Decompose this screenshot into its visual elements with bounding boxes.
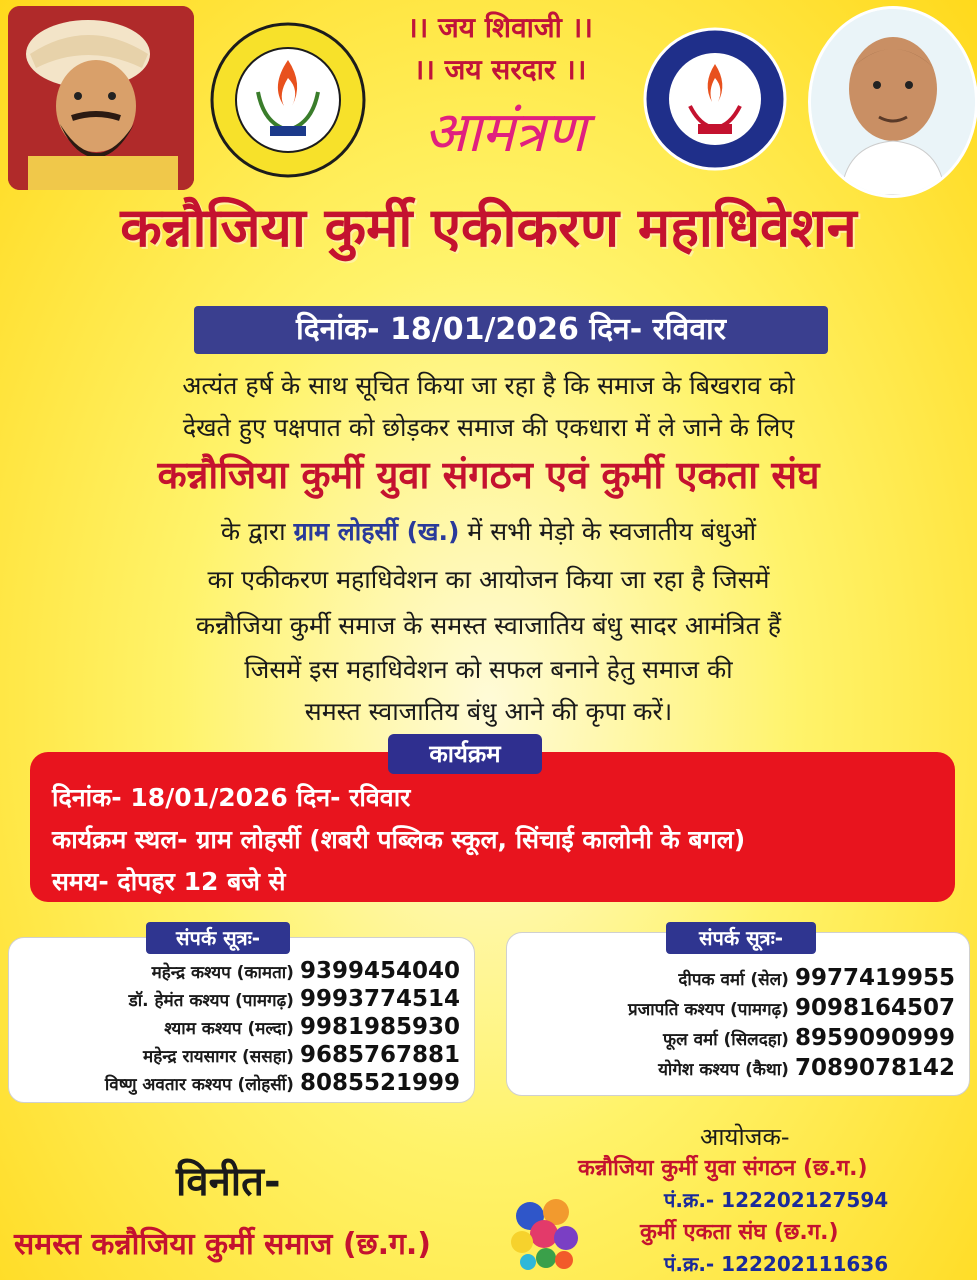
organizer-2-reg: पं.क्र.- 122202111636 bbox=[664, 1252, 889, 1276]
shivaji-portrait bbox=[8, 6, 194, 190]
sardar-patel-portrait bbox=[808, 6, 977, 198]
venue-village: ग्राम लोहर्सी (ख.) bbox=[293, 517, 460, 546]
program-venue: कार्यक्रम स्थल- ग्राम लोहर्सी (शबरी पब्लिक स्कूल, सिंचाई कालोनी के बगल) bbox=[52, 825, 746, 854]
program-time: समय- दोपहर 12 बजे से bbox=[52, 867, 286, 896]
contact-name: प्रजापति कश्यप (पामगढ़) bbox=[627, 1000, 789, 1020]
contact-name: दीपक वर्मा (सेल) bbox=[678, 970, 789, 990]
jay-sardar-text: ।। जय सरदार ।। bbox=[413, 53, 587, 86]
contact-phone: 9685767881 bbox=[299, 1042, 460, 1068]
intro-line-6: जिसमें इस महाधिवेशन को सफल बनाने हेतु समाज की bbox=[244, 655, 733, 684]
organizers-heading: कन्नौजिया कुर्मी युवा संगठन एवं कुर्मी एकता संघ bbox=[157, 453, 820, 497]
organizer-label: आयोजक- bbox=[700, 1123, 790, 1151]
samast-samaj-text: समस्त कन्नौजिया कुर्मी समाज (छ.ग.) bbox=[14, 1227, 432, 1262]
contact-name: फूल वर्मा (सिलदहा) bbox=[663, 1030, 789, 1050]
program-label: कार्यक्रम bbox=[388, 734, 542, 774]
event-title: कन्नौजिया कुर्मी एकीकरण महाधिवेशन bbox=[120, 196, 857, 259]
contacts-right-label: संपर्क सूत्रः- bbox=[666, 922, 816, 954]
contact-row bbox=[152, 958, 460, 984]
intro-line-5: कन्नौजिया कुर्मी समाज के समस्त स्वाजातिय बंधु सादर आमंत्रित हैं bbox=[195, 611, 782, 640]
intro-line-3-post: में सभी मेड़ो के स्वजातीय बंधुओं bbox=[467, 517, 757, 546]
contact-name: महेन्द्र कश्यप (कामता) bbox=[151, 963, 294, 983]
contact-row bbox=[143, 1042, 460, 1068]
contact-name: महेन्द्र रायसागर (ससहा) bbox=[143, 1047, 294, 1067]
contact-phone: 7089078142 bbox=[794, 1055, 955, 1081]
yuva-sangathan-logo bbox=[208, 20, 368, 180]
amantran-heading: आमंत्रण bbox=[423, 100, 587, 165]
jay-shivaji-text: ।। जय शिवाजी ।। bbox=[407, 11, 593, 44]
contact-phone: 9981985930 bbox=[299, 1014, 460, 1040]
intro-line-7: समस्त स्वाजातिय बंधु आने की कृपा करें। bbox=[304, 697, 673, 726]
organizer-1-reg: पं.क्र.- 122202127594 bbox=[664, 1188, 889, 1212]
intro-line-4: का एकीकरण महाधिवेशन का आयोजन किया जा रहा है जिसमें bbox=[207, 565, 770, 594]
intro-line-3-pre: के द्वारा bbox=[220, 517, 286, 546]
program-date: दिनांक- 18/01/2026 दिन- रविवार bbox=[52, 783, 411, 812]
contact-phone: 9098164507 bbox=[794, 995, 955, 1021]
contacts-right-box bbox=[506, 932, 970, 1096]
contact-row bbox=[658, 1055, 955, 1081]
contact-row bbox=[129, 986, 460, 1012]
contact-row bbox=[164, 1014, 460, 1040]
contacts-left-box bbox=[8, 937, 475, 1103]
intro-line-1: अत्यंत हर्ष के साथ सूचित किया जा रहा है कि समाज के बिखराव को bbox=[182, 371, 795, 400]
contact-phone: 9977419955 bbox=[794, 965, 955, 991]
contact-name: विष्णु अवतार कश्यप (लोहर्सी) bbox=[104, 1075, 294, 1095]
contact-phone: 8959090999 bbox=[794, 1025, 955, 1051]
contact-row bbox=[678, 965, 955, 991]
date-banner: दिनांक- 18/01/2026 दिन- रविवार bbox=[194, 306, 828, 354]
organizer-2-name: कुर्मी एकता संघ (छ.ग.) bbox=[640, 1220, 839, 1245]
ekta-sangh-logo bbox=[640, 14, 790, 184]
organizer-1-name: कन्नौजिया कुर्मी युवा संगठन (छ.ग.) bbox=[578, 1156, 868, 1181]
contact-row bbox=[663, 1025, 955, 1051]
flower-bouquet-icon bbox=[500, 1186, 590, 1276]
intro-line-3 bbox=[20, 514, 957, 548]
intro-line-2: देखते हुए पक्षपात को छोड़कर समाज की एकधारा में ले जाने के लिए bbox=[182, 413, 795, 442]
vineet-label: विनीत- bbox=[176, 1159, 281, 1205]
contacts-left-label: संपर्क सूत्रः- bbox=[146, 922, 290, 954]
contact-phone: 9399454040 bbox=[299, 958, 460, 984]
contact-name: डॉ. हेमंत कश्यप (पामगढ़) bbox=[128, 991, 294, 1011]
contact-row bbox=[628, 995, 955, 1021]
contact-row bbox=[105, 1070, 460, 1096]
contact-name: श्याम कश्यप (मल्दा) bbox=[164, 1019, 294, 1039]
contact-phone: 8085521999 bbox=[299, 1070, 460, 1096]
contact-name: योगेश कश्यप (कैथा) bbox=[658, 1060, 789, 1080]
contact-phone: 9993774514 bbox=[299, 986, 460, 1012]
